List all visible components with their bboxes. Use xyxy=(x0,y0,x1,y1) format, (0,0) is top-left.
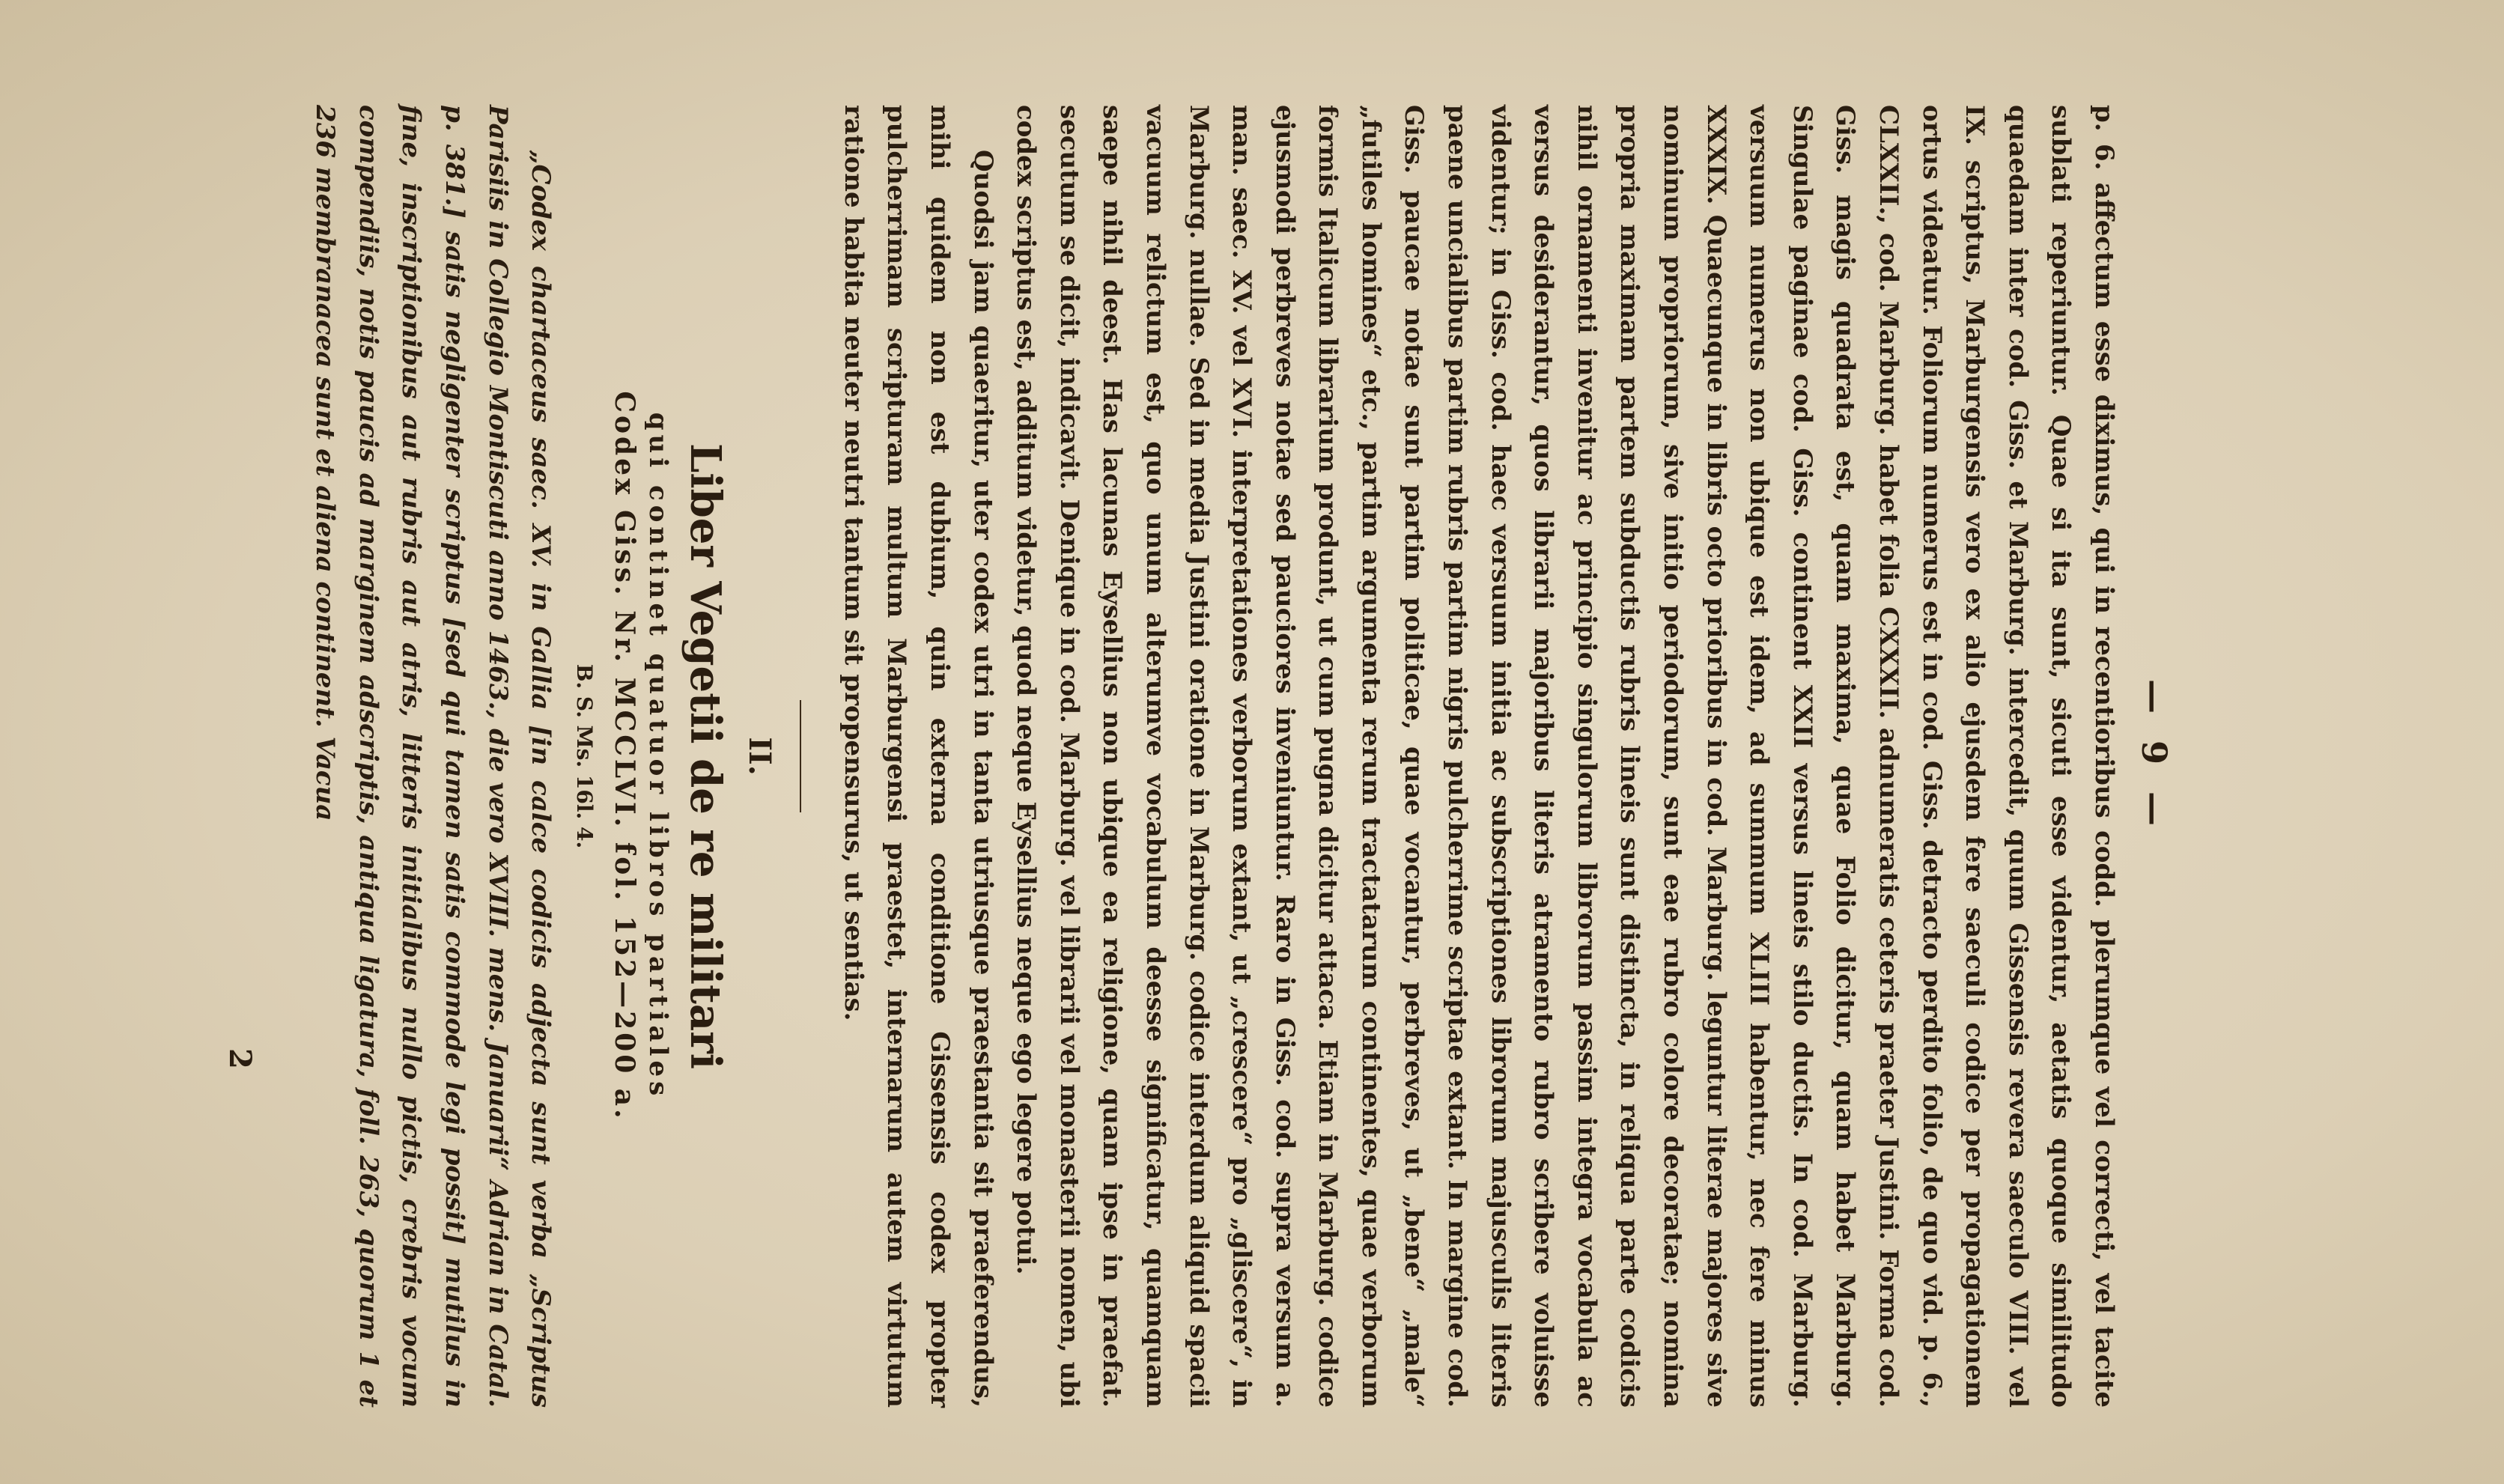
section-number: II. xyxy=(742,737,778,776)
page-content xyxy=(303,105,2175,1408)
section-subtitle: qui continet quatuor libros partiales xyxy=(643,412,674,1101)
page-number-header: — 9 — xyxy=(2134,678,2175,834)
section-divider xyxy=(800,700,801,812)
body-paragraph-2: Quodsi jam quaeritur, uter codex utri in tanta utriusque praestantia sit praeferendus, mihi quidem non est dubium, quin externa conditione Gissensis codex propter pulcherrimam scripturam multum Marburgensi praestet, internarum autem virtutum ratione habita neuter neutri tantum sit propensurus, ut sentias. xyxy=(838,105,998,1408)
signature-mark: 2 xyxy=(222,1048,258,1069)
codex-description-paragraph: „Codex chartaceus saec. XV. in Gallia [in calce codicis adjecta sunt verba „Scriptus Parisiis in Collegio Montiscuti anno 1463., die vero XVIII. mens. Januarii“ Adrian in Catal. p. 381.] satis negligenter scriptus [sed qui tamen satis commode legi possit] mutilus in fine, inscriptionibus aut rubris aut atris, litteris initialibus nullo pictis, crebris vocum compendiis, notis paucis ad marginem adscriptis, antiqua ligatura, foll. 263, quorum 1 et 236 membranacea sunt et aliena continent. Vacua xyxy=(310,105,556,1408)
section-title: Liber Vegetii de re militari xyxy=(681,443,731,1069)
codex-line: Codex Giss. Nr. MCCLVI. fol. 152—200 a. xyxy=(609,391,641,1122)
body-paragraph-1: p. 6. affectum esse diximus, qui in recentioribus codd. plerumque vel correcti, vel tacite sublati reperiuntur. Quae si ita sunt, sicuti esse videntur, aetatis quoque similitudo quaedam inter cod. Giss. et Marburg. intercedit, quum Gissensis revera saeculo VIII. vel IX. scriptus, Marburgensis vero ex alio ejusdem fere saeculi codice per propagationem ortus videatur. Foliorum numerus est in cod. Giss. detracto perdito folio, de quo vid. p. 6., CLXXII., cod. Marburg. habet folia CXXXII. adnumeratis ceteris praeter Justini. Forma cod. Giss. magis quadrata est, quam maxima, quae Folio dicitur, quam habet Marburg. Singulae paginae cod. Giss. continent XXII versus lineis stilo ductis. In cod. Marburg. versuum numerus non ubique est idem, ad summum XLIII habentur, nec fere minus XXXIX. Quaecunque in libris octo prioribus in cod. Marburg. leguntur literae majores sive nominum propriorum, sive initio periodorum, sunt eae rubro colore decoratae; nomina propria maximam partem subductis rubris lineis sunt distincta, in reliqua parte codicis nihil ornamenti invenitur ac principio singulorum librorum passim integra vocabula ac versus desiderantur, quos librarii majoribus literis atramento rubro scribere voluisse videntur; in Giss. cod. haec versuum initia ac subscriptiones librorum majusculis literis paene uncialibus partim rubris partim nigris pulcherrime scriptae extant. In margine cod. Giss. paucae notae sunt partim politicae, quae vocantur, perbreves, ut „bene“ „male“ „futiles homines“ etc., partim argumenta rerum tractatarum continentes, quae verborum formis Italicum librarium produnt, ut cum pugna dicitur attaca. Etiam in Marburg. codice ejusmodi perbreves notae sed pauciores inveniuntur. Raro in Giss. cod. supra versum a. man. saec. XV. vel XVI. interpretationes verborum extant, ut „crescere“ pro „gliscere“, in Marburg. nullae. Sed in media Justini oratione in Marburg. codice interdum aliquid spacii vacuum relictum est, quo unum alterumve vocabulum deesse significatur, quamquam saepe nihil deest. Has lacunas Eysellius non ubique ea religione, quam ipse in praefat. secutum se dicit, indicavit. Denique in cod. Marburg. vel librarii vel monasterii nomen, ubi codex scriptus est, additum videtur, quod neque Eysellius neque ego legere potui. xyxy=(1011,105,2119,1408)
shelfmark: B. S. Ms. 16l. 4. xyxy=(572,663,598,849)
